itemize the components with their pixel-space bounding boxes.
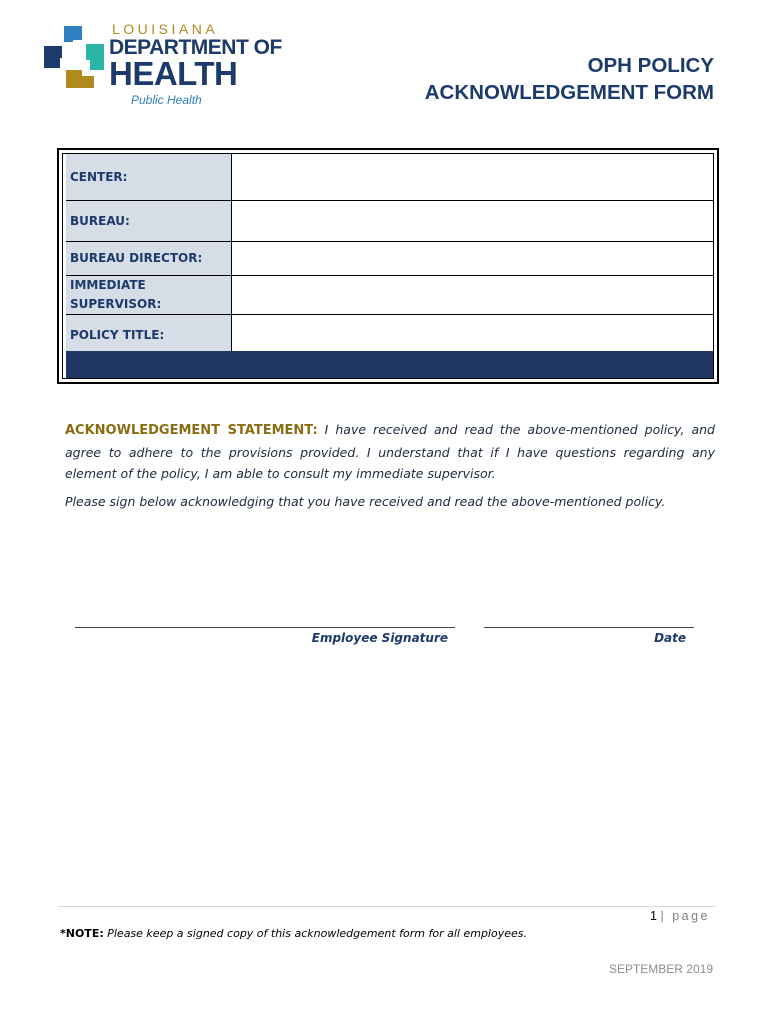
employee-signature-label: Employee Signature <box>311 631 448 645</box>
title-line-1: OPH POLICY <box>587 54 714 77</box>
footer-divider <box>58 906 715 907</box>
logo-division: Public Health <box>131 93 202 107</box>
bureau-field[interactable] <box>232 201 713 241</box>
sign-instruction: Please sign below acknowledging that you have received and read the above-mentioned policy. <box>65 494 666 509</box>
page-title <box>425 52 714 106</box>
employee-signature-line[interactable] <box>75 627 455 628</box>
form-row-bureau <box>66 201 713 242</box>
ldh-logo <box>40 20 300 110</box>
bureau-director-label: BUREAU DIRECTOR: <box>66 242 232 275</box>
immediate-supervisor-label: IMMEDIATE SUPERVISOR: <box>66 276 232 314</box>
form-row-policy-title <box>66 315 713 356</box>
page-number <box>650 909 710 923</box>
acknowledgement-text: I have received and read the above-mentioned policy, and agree to adhere to the provisions provided. I understand that if I have questions regarding any element of the policy, I am able to consult my immediate supervisor. <box>65 422 715 481</box>
form-footer-bar <box>66 351 713 378</box>
center-label: CENTER: <box>66 154 232 200</box>
note-text: Please keep a signed copy of this acknowledgement form for all employees. <box>107 927 527 940</box>
page-word: | page <box>660 909 710 923</box>
logo-state: LOUISIANA <box>112 21 219 37</box>
health-cross-icon <box>44 26 104 88</box>
bureau-label: BUREAU: <box>66 201 232 241</box>
form-row-center <box>66 154 713 201</box>
date-label: Date <box>654 631 686 645</box>
logo-health: HEALTH <box>109 55 238 92</box>
policy-title-label: POLICY TITLE: <box>66 315 232 355</box>
revision-date: SEPTEMBER 2019 <box>608 962 713 976</box>
footer-note <box>60 927 527 940</box>
policy-info-form <box>57 148 719 384</box>
policy-title-field[interactable] <box>232 315 713 355</box>
acknowledgement-statement <box>65 419 715 485</box>
acknowledgement-label: ACKNOWLEDGEMENT STATEMENT: <box>65 423 318 438</box>
note-label: *NOTE: <box>60 927 104 940</box>
immediate-supervisor-field[interactable] <box>232 276 713 314</box>
form-row-bureau-director <box>66 242 713 276</box>
date-line[interactable] <box>484 627 694 628</box>
page-number-value: 1 <box>650 909 657 923</box>
logo-department: DEPARTMENT OF <box>109 36 282 59</box>
form-table <box>62 153 714 379</box>
title-line-2: ACKNOWLEDGEMENT FORM <box>424 81 714 104</box>
bureau-director-field[interactable] <box>232 242 713 275</box>
center-field[interactable] <box>232 154 713 200</box>
form-row-immediate-supervisor <box>66 276 713 315</box>
